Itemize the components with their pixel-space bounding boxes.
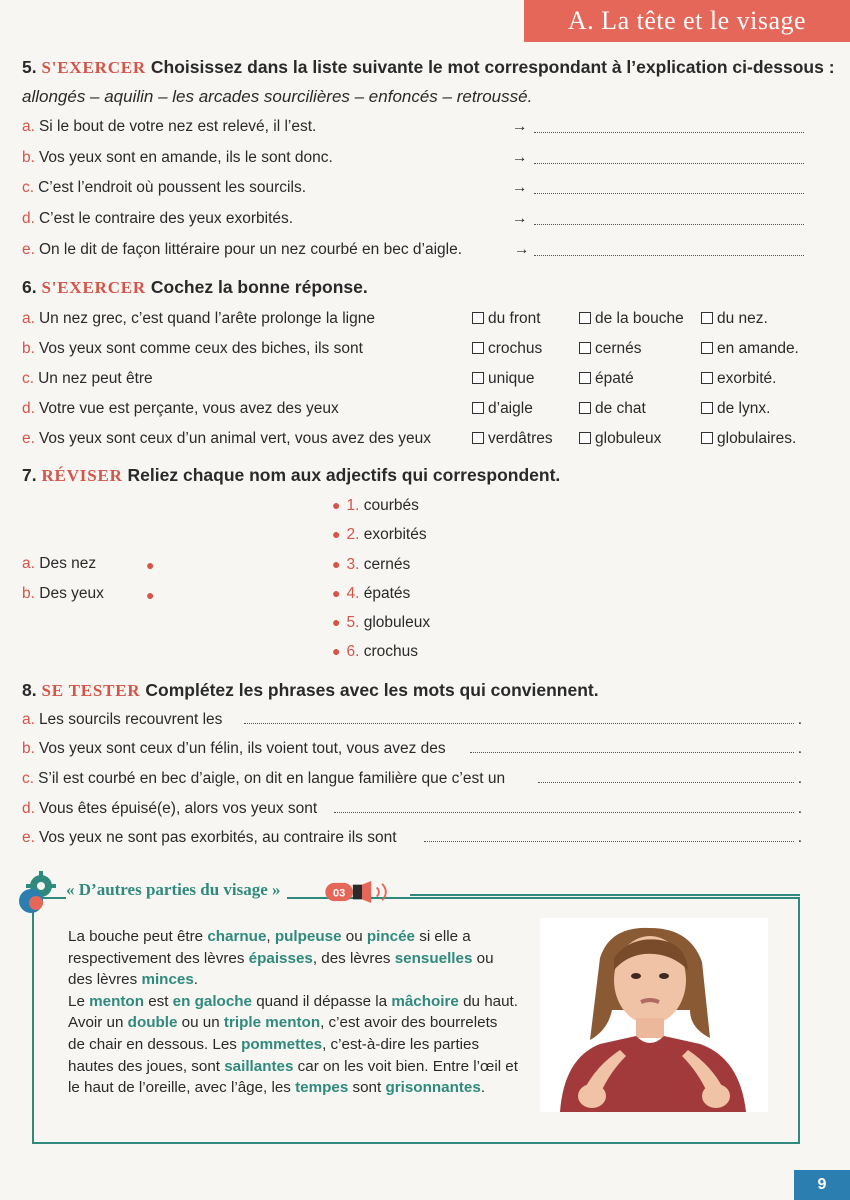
ex5-item-d xyxy=(22,208,810,230)
option-3[interactable] xyxy=(701,368,776,390)
checkbox-icon[interactable] xyxy=(579,432,591,444)
item-letter: e. xyxy=(22,241,35,258)
item-letter: d. xyxy=(22,400,35,417)
period: . xyxy=(797,740,802,757)
dot-icon[interactable]: ● xyxy=(146,587,155,603)
match-right-2[interactable] xyxy=(332,526,427,544)
arrow-icon: → xyxy=(514,241,530,258)
option-label: globulaires. xyxy=(717,430,797,447)
option-label: de lynx. xyxy=(717,400,771,417)
checkbox-icon[interactable] xyxy=(579,372,591,384)
checkbox-icon[interactable] xyxy=(472,342,484,354)
answer-line[interactable] xyxy=(470,752,794,753)
ex5-item-e xyxy=(22,239,810,261)
option-1[interactable] xyxy=(472,368,535,390)
option-label: verdâtres xyxy=(488,430,553,447)
item-text: C’est le contraire des yeux exorbités. xyxy=(38,210,294,227)
option-2[interactable] xyxy=(579,308,684,330)
highlighted-term: pincée xyxy=(366,928,416,945)
item-text: Les sourcils recouvrent les xyxy=(38,711,223,728)
match-number: 6. xyxy=(346,643,360,660)
highlighted-term: pommettes xyxy=(241,1035,323,1053)
item-letter: c. xyxy=(22,179,35,196)
exercise-5-title xyxy=(22,57,835,78)
arrow-icon: → xyxy=(512,118,528,135)
exercise-6-title xyxy=(22,277,368,298)
ex8-item-c xyxy=(22,768,802,790)
item-letter: e. xyxy=(22,829,35,846)
paragraph-text: du haut. Avoir un xyxy=(68,992,518,1032)
match-label: exorbités xyxy=(363,526,427,543)
match-label: Des nez xyxy=(39,555,97,572)
highlighted-term: sensuelles xyxy=(394,949,473,967)
checkbox-icon[interactable] xyxy=(472,312,484,324)
highlighted-term: charnue xyxy=(207,928,267,945)
paragraph-text: La bouche peut être xyxy=(68,928,208,945)
match-letter: a. xyxy=(22,555,35,572)
option-label: épaté xyxy=(595,370,634,387)
item-letter: b. xyxy=(22,340,35,357)
option-2[interactable] xyxy=(579,338,642,360)
paragraph-text: ou un xyxy=(177,1014,224,1032)
checkbox-icon[interactable] xyxy=(579,342,591,354)
period: . xyxy=(797,800,802,817)
match-right-3[interactable] xyxy=(332,556,410,574)
checkbox-icon[interactable] xyxy=(579,312,591,324)
period: . xyxy=(797,770,802,787)
answer-line[interactable] xyxy=(534,255,804,256)
option-label: de chat xyxy=(595,400,646,417)
answer-line[interactable] xyxy=(534,132,804,133)
exercise-instruction: Reliez chaque nom aux adjectifs qui correspondent. xyxy=(127,465,561,485)
audio-track-icon[interactable] xyxy=(322,881,402,903)
answer-line[interactable] xyxy=(244,723,794,724)
item-letter: d. xyxy=(22,800,35,817)
item-letter: b. xyxy=(22,740,35,757)
ex6-item-c xyxy=(22,368,810,390)
paragraph-text: , xyxy=(266,928,275,945)
item-text: Vos yeux sont ceux d’un félin, ils voient tout, vous avez des xyxy=(38,740,446,757)
highlighted-term: mâchoire xyxy=(391,992,459,1010)
exercise-instruction: Choisissez dans la liste suivante le mot correspondant à l’explication ci-dessous : xyxy=(150,57,835,77)
match-label: épatés xyxy=(363,585,411,602)
item-letter: e. xyxy=(22,430,35,447)
dot-icon[interactable]: ● xyxy=(332,585,341,601)
highlighted-term: menton xyxy=(89,992,144,1010)
exercise-keyword: SE TESTER xyxy=(41,681,141,700)
checkbox-icon[interactable] xyxy=(701,432,713,444)
answer-line[interactable] xyxy=(538,782,794,783)
option-label: en amande. xyxy=(717,340,799,357)
option-3[interactable] xyxy=(701,398,770,420)
match-label: courbés xyxy=(363,497,419,514)
answer-line[interactable] xyxy=(534,163,804,164)
item-letter: c. xyxy=(22,370,35,387)
exercise-keyword: RÉVISER xyxy=(41,466,123,485)
paragraph-text: ou des lèvres xyxy=(68,949,494,989)
ex6-item-a xyxy=(22,308,810,330)
paragraph-text: . xyxy=(480,1079,486,1097)
highlighted-term: pulpeuse xyxy=(274,928,342,945)
item-letter: a. xyxy=(22,711,35,728)
arrow-icon: → xyxy=(512,149,528,166)
answer-line[interactable] xyxy=(534,224,804,225)
answer-line[interactable] xyxy=(534,193,804,194)
option-3[interactable] xyxy=(701,308,768,330)
match-number: 4. xyxy=(346,585,360,602)
option-2[interactable] xyxy=(579,428,661,450)
checkbox-icon[interactable] xyxy=(701,342,713,354)
paragraph-text: ou xyxy=(341,928,367,945)
item-letter: b. xyxy=(22,149,35,166)
dot-icon[interactable]: ● xyxy=(332,614,341,630)
match-label: Des yeux xyxy=(39,585,104,602)
item-text: S’il est courbé en bec d’aigle, on dit en langue familière que c’est un xyxy=(38,770,506,787)
match-label: crochus xyxy=(363,643,418,660)
checkbox-icon[interactable] xyxy=(701,312,713,324)
track-number: 03 xyxy=(332,887,346,900)
match-letter: b. xyxy=(22,585,35,602)
checkbox-icon[interactable] xyxy=(701,372,713,384)
item-text: On le dit de façon littéraire pour un nez courbé en bec d’aigle. xyxy=(38,241,463,258)
paragraph-text: , c’est avoir des bourrelets de chair en dessous. Les xyxy=(68,1014,498,1053)
highlighted-term: saillantes xyxy=(224,1057,294,1075)
dot-icon[interactable]: ● xyxy=(332,556,341,572)
checkbox-icon[interactable] xyxy=(472,432,484,444)
ex8-item-d xyxy=(22,798,802,820)
option-label: d’aigle xyxy=(488,400,533,417)
option-3[interactable] xyxy=(701,338,799,360)
dot-icon[interactable]: ● xyxy=(332,643,341,659)
exercise-instruction: Cochez la bonne réponse. xyxy=(150,277,368,297)
ex5-item-b xyxy=(22,147,810,169)
exercise-number: 7. xyxy=(22,465,37,485)
paragraph-text: , c’est-à-dire les parties hautes des joues, sont xyxy=(68,1035,480,1075)
match-right-6[interactable] xyxy=(332,643,418,661)
answer-line[interactable] xyxy=(334,812,794,813)
ex8-item-e xyxy=(22,827,802,849)
answer-line[interactable] xyxy=(424,841,794,842)
item-text: Vos yeux sont ceux d’un animal vert, vous avez des yeux xyxy=(38,430,431,447)
ex5-item-a xyxy=(22,116,810,138)
exercise-keyword: S'EXERCER xyxy=(41,278,146,297)
highlighted-term: en galoche xyxy=(172,992,253,1010)
checkbox-icon[interactable] xyxy=(472,372,484,384)
match-right-5[interactable] xyxy=(332,614,430,632)
period: . xyxy=(797,829,802,846)
item-text: Vos yeux sont en amande, ils le sont donc. xyxy=(38,149,333,166)
word-list: allongés – aquilin – les arcades sourcilières – enfoncés – retroussé. xyxy=(22,87,533,106)
option-3[interactable] xyxy=(701,428,796,450)
checkbox-icon[interactable] xyxy=(579,402,591,414)
item-text: Vos yeux ne sont pas exorbités, au contraire ils sont xyxy=(38,829,397,846)
ex8-item-a xyxy=(22,709,802,731)
paragraph-text: Le xyxy=(68,992,90,1010)
option-label: crochus xyxy=(488,340,543,357)
highlighted-term: minces xyxy=(141,971,194,989)
paragraph-text: sont xyxy=(348,1079,386,1097)
match-label: cernés xyxy=(363,556,411,573)
highlighted-term: tempes xyxy=(295,1079,349,1097)
item-text: Un nez grec, c’est quand l’arête prolonge la ligne xyxy=(38,310,375,327)
option-2[interactable] xyxy=(579,368,634,390)
ex5-item-c xyxy=(22,177,810,199)
item-text: Vous êtes épuisé(e), alors vos yeux sont xyxy=(38,800,318,817)
exercise-7-title xyxy=(22,465,560,486)
dot-icon[interactable]: ● xyxy=(146,557,155,573)
period: . xyxy=(797,711,802,728)
exercise-number: 8. xyxy=(22,680,37,700)
match-number: 2. xyxy=(346,526,360,543)
paragraph-text: si elle a respectivement des lèvres xyxy=(68,928,471,967)
paragraph-text: . xyxy=(193,971,199,989)
ex6-item-d xyxy=(22,398,810,420)
page-number: 9 xyxy=(794,1170,850,1200)
chapter-banner: A. La tête et le visage xyxy=(524,0,850,42)
exercise-number: 6. xyxy=(22,277,37,297)
match-left-a[interactable] xyxy=(22,555,96,573)
arrow-icon: → xyxy=(512,210,528,227)
highlighted-term: double xyxy=(127,1014,178,1032)
exercise-instruction: Complétez les phrases avec les mots qui conviennent. xyxy=(145,680,599,700)
arrow-icon: → xyxy=(512,179,528,196)
option-1[interactable] xyxy=(472,428,553,450)
option-1[interactable] xyxy=(472,308,541,330)
option-2[interactable] xyxy=(579,398,646,420)
ex8-item-b xyxy=(22,738,802,760)
item-text: C’est l’endroit où poussent les sourcils. xyxy=(38,179,306,196)
match-number: 3. xyxy=(346,556,360,573)
item-text: Si le bout de votre nez est relevé, il l’est. xyxy=(38,118,317,135)
item-letter: a. xyxy=(22,310,35,327)
dot-icon[interactable]: ● xyxy=(332,526,341,542)
item-letter: a. xyxy=(22,118,35,135)
exercise-8-title xyxy=(22,680,599,701)
option-label: unique xyxy=(488,370,535,387)
item-text: Votre vue est perçante, vous avez des yeux xyxy=(38,400,339,417)
paragraph-text: quand il dépasse la xyxy=(252,992,392,1010)
gear-icon xyxy=(14,870,60,916)
option-label: du nez. xyxy=(717,310,768,327)
paragraph-text: car on les voit bien. Entre l’œil et le haut de l’oreille, avec l’âge, les xyxy=(68,1057,518,1097)
item-text: Vos yeux sont comme ceux des biches, ils sont xyxy=(38,340,363,357)
highlighted-term: triple menton xyxy=(223,1014,321,1032)
vocabulary-paragraph xyxy=(68,926,518,1099)
exercise-number: 5. xyxy=(22,57,37,77)
option-label: du front xyxy=(488,310,541,327)
item-text: Un nez peut être xyxy=(38,370,153,387)
option-1[interactable] xyxy=(472,398,533,420)
item-letter: d. xyxy=(22,210,35,227)
divider xyxy=(410,894,800,896)
option-label: de la bouche xyxy=(595,310,684,327)
ex6-item-e xyxy=(22,428,810,450)
match-label: globuleux xyxy=(363,614,431,631)
option-label: exorbité. xyxy=(717,370,777,387)
highlighted-term: épaisses xyxy=(248,949,313,967)
dot-icon[interactable]: ● xyxy=(332,497,341,513)
option-1[interactable] xyxy=(472,338,542,360)
option-label: cernés xyxy=(595,340,642,357)
match-right-4[interactable] xyxy=(332,585,410,603)
checkbox-icon[interactable] xyxy=(701,402,713,414)
exercise-keyword: S'EXERCER xyxy=(41,58,146,77)
option-label: globuleux xyxy=(595,430,662,447)
paragraph-text: est xyxy=(143,992,173,1010)
paragraph-text: , des lèvres xyxy=(312,949,395,967)
checkbox-icon[interactable] xyxy=(472,402,484,414)
woman-pointing-photo xyxy=(540,918,768,1112)
match-number: 5. xyxy=(346,614,360,631)
vocabulary-box-title: « D’autres parties du visage » xyxy=(66,880,287,900)
match-number: 1. xyxy=(346,497,360,514)
match-left-b[interactable] xyxy=(22,585,104,603)
item-letter: c. xyxy=(22,770,35,787)
match-right-1[interactable] xyxy=(332,497,419,515)
highlighted-term: grisonnantes xyxy=(385,1079,481,1097)
ex6-item-b xyxy=(22,338,810,360)
